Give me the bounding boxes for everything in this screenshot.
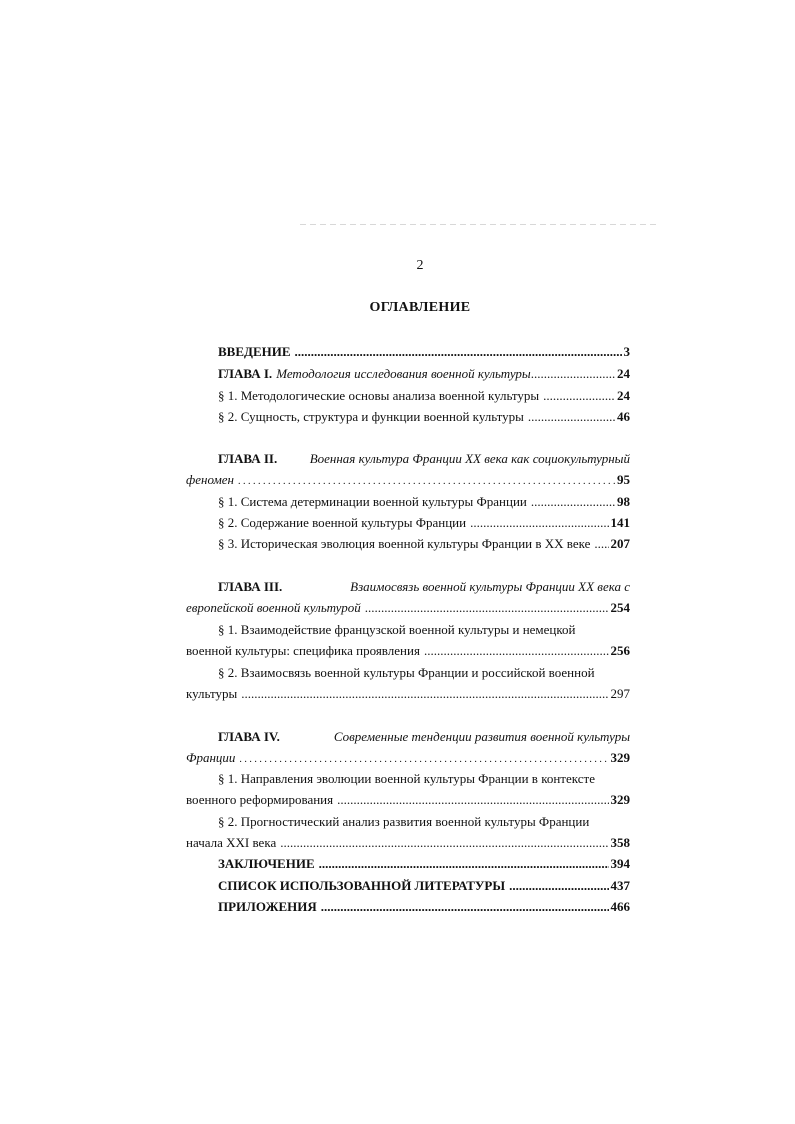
toc-entry-introduction[interactable] [218,342,630,362]
entry-page: 297 [610,686,630,701]
section-text: § 2. Прогностический анализ развития военной культуры Франции [218,814,590,829]
entry-page: 329 [610,792,630,807]
entry-page: 141 [610,515,630,530]
toc-entry-ch2-sec1[interactable] [218,492,630,512]
entry-page: 256 [610,643,630,658]
toc-entry-ch4-sec2-line1[interactable] [218,812,630,832]
leader-dots [528,407,615,427]
chapter-title: Военная культура Франции XX века как социокультурный [309,451,630,466]
toc-entry-ch3-sec1-line1[interactable] [218,620,630,640]
chapter-title-cont: Франции [186,750,236,765]
toc-entry-conclusion[interactable] [218,854,630,874]
section-text: § 1. Методологические основы анализа военной культуры [218,388,540,403]
chapter-title: Взаимосвязь военной культуры Франции XX века с [350,579,630,594]
page-number: 2 [416,258,424,273]
toc-entry-chapter-4-line2[interactable] [186,748,630,768]
section-text: § 2. Взаимосвязь военной культуры Франции и российской военной [218,665,595,680]
leader-dots [295,342,622,362]
toc-entry-ch2-sec3[interactable] [218,534,630,554]
entry-page: 394 [610,856,630,871]
leader-dots [239,748,608,770]
section-text-cont: военной культуры: специфика проявления [186,643,420,658]
section-text: § 1. Взаимодействие французской военной культуры и немецкой [218,622,576,637]
section-text-cont: культуры [186,686,238,701]
toc-entry-ch3-sec2-line1[interactable] [218,663,630,683]
leader-dots [531,364,615,384]
scan-artifact-line [300,224,660,225]
leader-dots [337,790,608,810]
leader-dots [321,897,609,917]
toc-entry-appendices[interactable] [218,897,630,917]
entry-page: 254 [610,600,630,615]
toc-entry-ch4-sec1-line1[interactable] [218,769,630,789]
section-text: § 2. Содержание военной культуры Франции [218,515,467,530]
entry-label: ПРИЛОЖЕНИЯ [218,899,317,914]
leader-dots [531,492,615,512]
entry-label: ЗАКЛЮЧЕНИЕ [218,856,315,871]
section-text: § 2. Сущность, структура и функции военной культуры [218,409,524,424]
leader-dots [241,684,608,704]
toc-entry-chapter-4-line1[interactable] [218,727,630,747]
leader-dots [594,534,608,554]
toc-entry-chapter-3-line2[interactable] [186,598,630,618]
chapter-label: ГЛАВА IV. [218,729,280,744]
leader-dots [470,513,608,533]
toc-entry-bibliography[interactable] [218,876,630,896]
toc-entry-chapter-3-line1[interactable] [218,577,630,597]
entry-page: 329 [610,750,630,765]
chapter-label: ГЛАВА II. [218,451,278,466]
entry-page: 437 [610,878,630,893]
chapter-label: ГЛАВА I. [218,366,273,381]
entry-page: 95 [617,472,630,487]
entry-label: ВВЕДЕНИЕ [218,344,291,359]
entry-page: 24 [617,366,630,381]
leader-dots [543,386,615,406]
leader-dots [319,854,609,874]
entry-page: 207 [610,536,630,551]
section-text: § 1. Направления эволюции военной культуры Франции в контексте [218,771,595,786]
section-text-cont: военного реформирования [186,792,334,807]
toc-entry-ch1-sec1[interactable] [218,386,630,406]
chapter-title: Современные тенденции развития военной культуры [333,729,630,744]
entry-page: 3 [623,344,630,359]
leader-dots [365,598,609,618]
toc-entry-ch3-sec2-line2[interactable] [186,684,630,704]
entry-page: 46 [617,409,630,424]
chapter-title: Методология исследования военной культуры [276,366,531,381]
toc-entry-ch2-sec2[interactable] [218,513,630,533]
toc-entry-chapter-1[interactable] [218,364,630,384]
toc-entry-chapter-2-line2[interactable] [186,470,630,490]
section-text: § 3. Историческая эволюция военной культуры Франции в XX веке [218,536,591,551]
toc-entry-ch1-sec2[interactable] [218,407,630,427]
entry-page: 466 [610,899,630,914]
entry-page: 358 [610,835,630,850]
chapter-title-cont: европейской военной культурой [186,600,361,615]
toc-entry-ch4-sec1-line2[interactable] [186,790,630,810]
chapter-label: ГЛАВА III. [218,579,283,594]
entry-label: СПИСОК ИСПОЛЬЗОВАННОЙ ЛИТЕРАТУРЫ [218,878,506,893]
section-text: § 1. Система детерминации военной культуры Франции [218,494,527,509]
leader-dots [238,470,615,492]
toc-title: ОГЛАВЛЕНИЕ [369,300,471,315]
section-text-cont: начала XXI века [186,835,277,850]
toc-entry-ch3-sec1-line2[interactable] [186,641,630,661]
leader-dots [424,641,609,661]
leader-dots [509,876,608,896]
entry-page: 24 [617,388,630,403]
toc-entry-chapter-2-line1[interactable] [218,449,630,469]
toc-entry-ch4-sec2-line2[interactable] [186,833,630,853]
leader-dots [280,833,608,853]
chapter-title-cont: феномен [186,472,234,487]
entry-page: 98 [617,494,630,509]
